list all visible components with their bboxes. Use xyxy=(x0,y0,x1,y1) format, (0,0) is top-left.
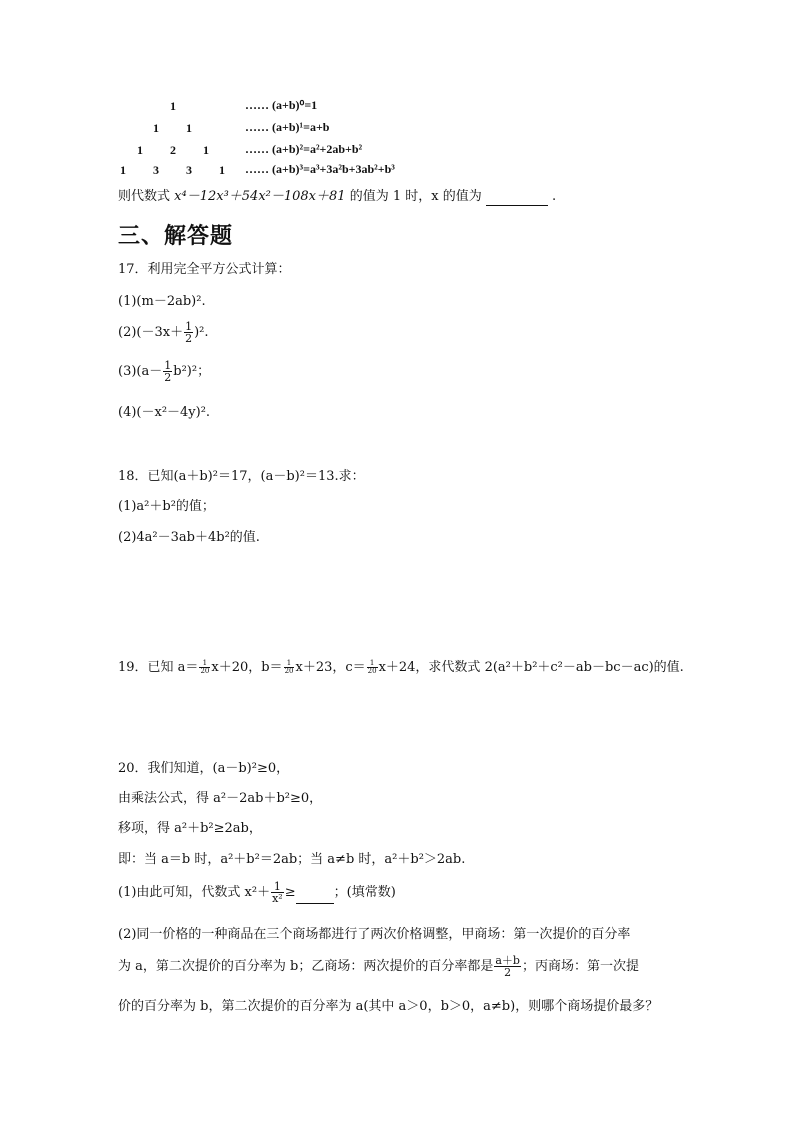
q16-line xyxy=(118,188,556,206)
q20-line2: 由乘法公式，得 a²－2ab＋b²≥0， xyxy=(118,791,323,806)
q17-part1: (1)(m－2ab)². xyxy=(118,294,206,309)
q20-line1: 20．我们知道，(a－b)²≥0， xyxy=(118,761,290,776)
q20-line7-fraction xyxy=(494,955,521,978)
triangle-row2-num2: 2 xyxy=(170,143,176,157)
q16-end: . xyxy=(551,189,557,204)
triangle-row3-num4: 1 xyxy=(219,163,225,177)
triangle-row3-num3: 3 xyxy=(186,163,192,177)
q19-fraction-a-denominator: 20 xyxy=(200,667,210,675)
q20-line6: (2)同一价格的一种商品在三个商场都进行了两次价格调整，甲商场：第一次提价的百分率 xyxy=(118,927,631,942)
q20-line5-denominator: x² xyxy=(272,892,283,905)
q16-text-pre: 则代数式 xyxy=(118,189,171,204)
q20-line5-pre: (1)由此可知，代数式 x²＋ xyxy=(118,885,271,900)
triangle-row1-num2: 1 xyxy=(186,121,192,135)
triangle-row3-formula: …… (a+b)³=a³+3a²b+3ab²+b³ xyxy=(245,162,395,176)
q20-line5-fraction xyxy=(271,881,284,904)
triangle-row0-num1: 1 xyxy=(170,99,176,113)
q17-part3 xyxy=(118,360,210,383)
q20-line8: 价的百分率为 b，第二次提价的百分率为 a(其中 a＞0，b＞0，a≠b)，则哪个商场提价最多？ xyxy=(118,999,659,1014)
q19-a-tail: x＋20，b＝ xyxy=(211,660,283,675)
q20-line7-numerator: a＋b xyxy=(495,954,520,967)
q16-expression: x⁴－12x³＋54x²－108x＋81 xyxy=(174,189,346,204)
triangle-row1-num1: 1 xyxy=(153,121,159,135)
q20-answer-blank[interactable] xyxy=(296,903,334,904)
triangle-row3-num1: 1 xyxy=(120,163,126,177)
q19-fraction-c-numerator: 1 xyxy=(369,659,375,667)
q19-c-tail: x＋24，求代数式 2(a²＋b²＋c²－ab－bc－ac)的值. xyxy=(378,660,684,675)
q20-line5 xyxy=(118,881,396,904)
q19-fraction-b-denominator: 20 xyxy=(284,667,294,675)
q20-line5-post: ；(填常数) xyxy=(333,885,396,900)
triangle-row2-num1: 1 xyxy=(137,143,143,157)
q17-part3-denominator: 2 xyxy=(164,371,172,384)
q17-part2-fraction xyxy=(184,321,193,344)
q20-line7-denominator: 2 xyxy=(494,966,521,978)
q20-line4: 即：当 a＝b 时，a²＋b²＝2ab；当 a≠b 时，a²＋b²＞2ab. xyxy=(118,852,466,867)
q16-text-post: 的值为 1 时，x 的值为 xyxy=(349,189,482,204)
q17-part2 xyxy=(118,321,209,344)
q17-part3-fraction xyxy=(163,360,172,383)
q18-part2: (2)4a²－3ab＋4b²的值. xyxy=(118,530,260,545)
q20-line7-post: ；丙商场：第一次提 xyxy=(521,959,639,974)
q19-b-tail: x＋23，c＝ xyxy=(295,660,366,675)
q19-fraction-a xyxy=(199,660,210,675)
q17-part2-numerator: 1 xyxy=(185,320,193,333)
triangle-row2-num3: 1 xyxy=(203,143,209,157)
q17-title: 17．利用完全平方公式计算： xyxy=(118,262,291,277)
q19-fraction-b-numerator: 1 xyxy=(286,659,292,667)
triangle-row1-formula: …… (a+b)¹=a+b xyxy=(245,120,330,134)
q17-part4: (4)(－x²－4y)². xyxy=(118,405,211,420)
q19-fraction-a-numerator: 1 xyxy=(202,659,208,667)
q18-title: 18．已知(a＋b)²＝17，(a－b)²＝13.求： xyxy=(118,469,365,484)
q17-part3-pre: (3)(a－ xyxy=(118,364,163,379)
q17-part3-numerator: 1 xyxy=(164,359,172,372)
q18-part1: (1)a²＋b²的值； xyxy=(118,499,215,514)
q17-part2-pre: (2)(－3x＋ xyxy=(118,325,184,340)
q19-pre: 19．已知 a＝ xyxy=(118,660,199,675)
q20-line5-mid: ≥ xyxy=(284,885,296,900)
q20-line7-pre: 为 a，第二次提价的百分率为 b；乙商场：两次提价的百分率都是 xyxy=(118,959,494,974)
q19-fraction-c-denominator: 20 xyxy=(367,667,377,675)
q20-line5-numerator: 1 xyxy=(273,880,281,893)
q19-fraction-b xyxy=(284,660,295,675)
q20-line7 xyxy=(118,955,639,978)
q17-part2-denominator: 2 xyxy=(185,332,193,345)
triangle-row3-num2: 3 xyxy=(153,163,159,177)
triangle-row0-formula: …… (a+b)⁰=1 xyxy=(245,98,318,112)
q16-answer-blank[interactable] xyxy=(486,205,548,206)
section-heading: 三、解答题 xyxy=(118,224,234,249)
q19-line xyxy=(118,659,684,677)
q20-line3: 移项，得 a²＋b²≥2ab， xyxy=(118,821,262,836)
q19-fraction-c xyxy=(367,660,378,675)
q17-part2-post: )². xyxy=(194,325,209,340)
q17-part3-post: b²)²； xyxy=(173,364,211,379)
triangle-row2-formula: …… (a+b)²=a²+2ab+b² xyxy=(245,142,363,156)
